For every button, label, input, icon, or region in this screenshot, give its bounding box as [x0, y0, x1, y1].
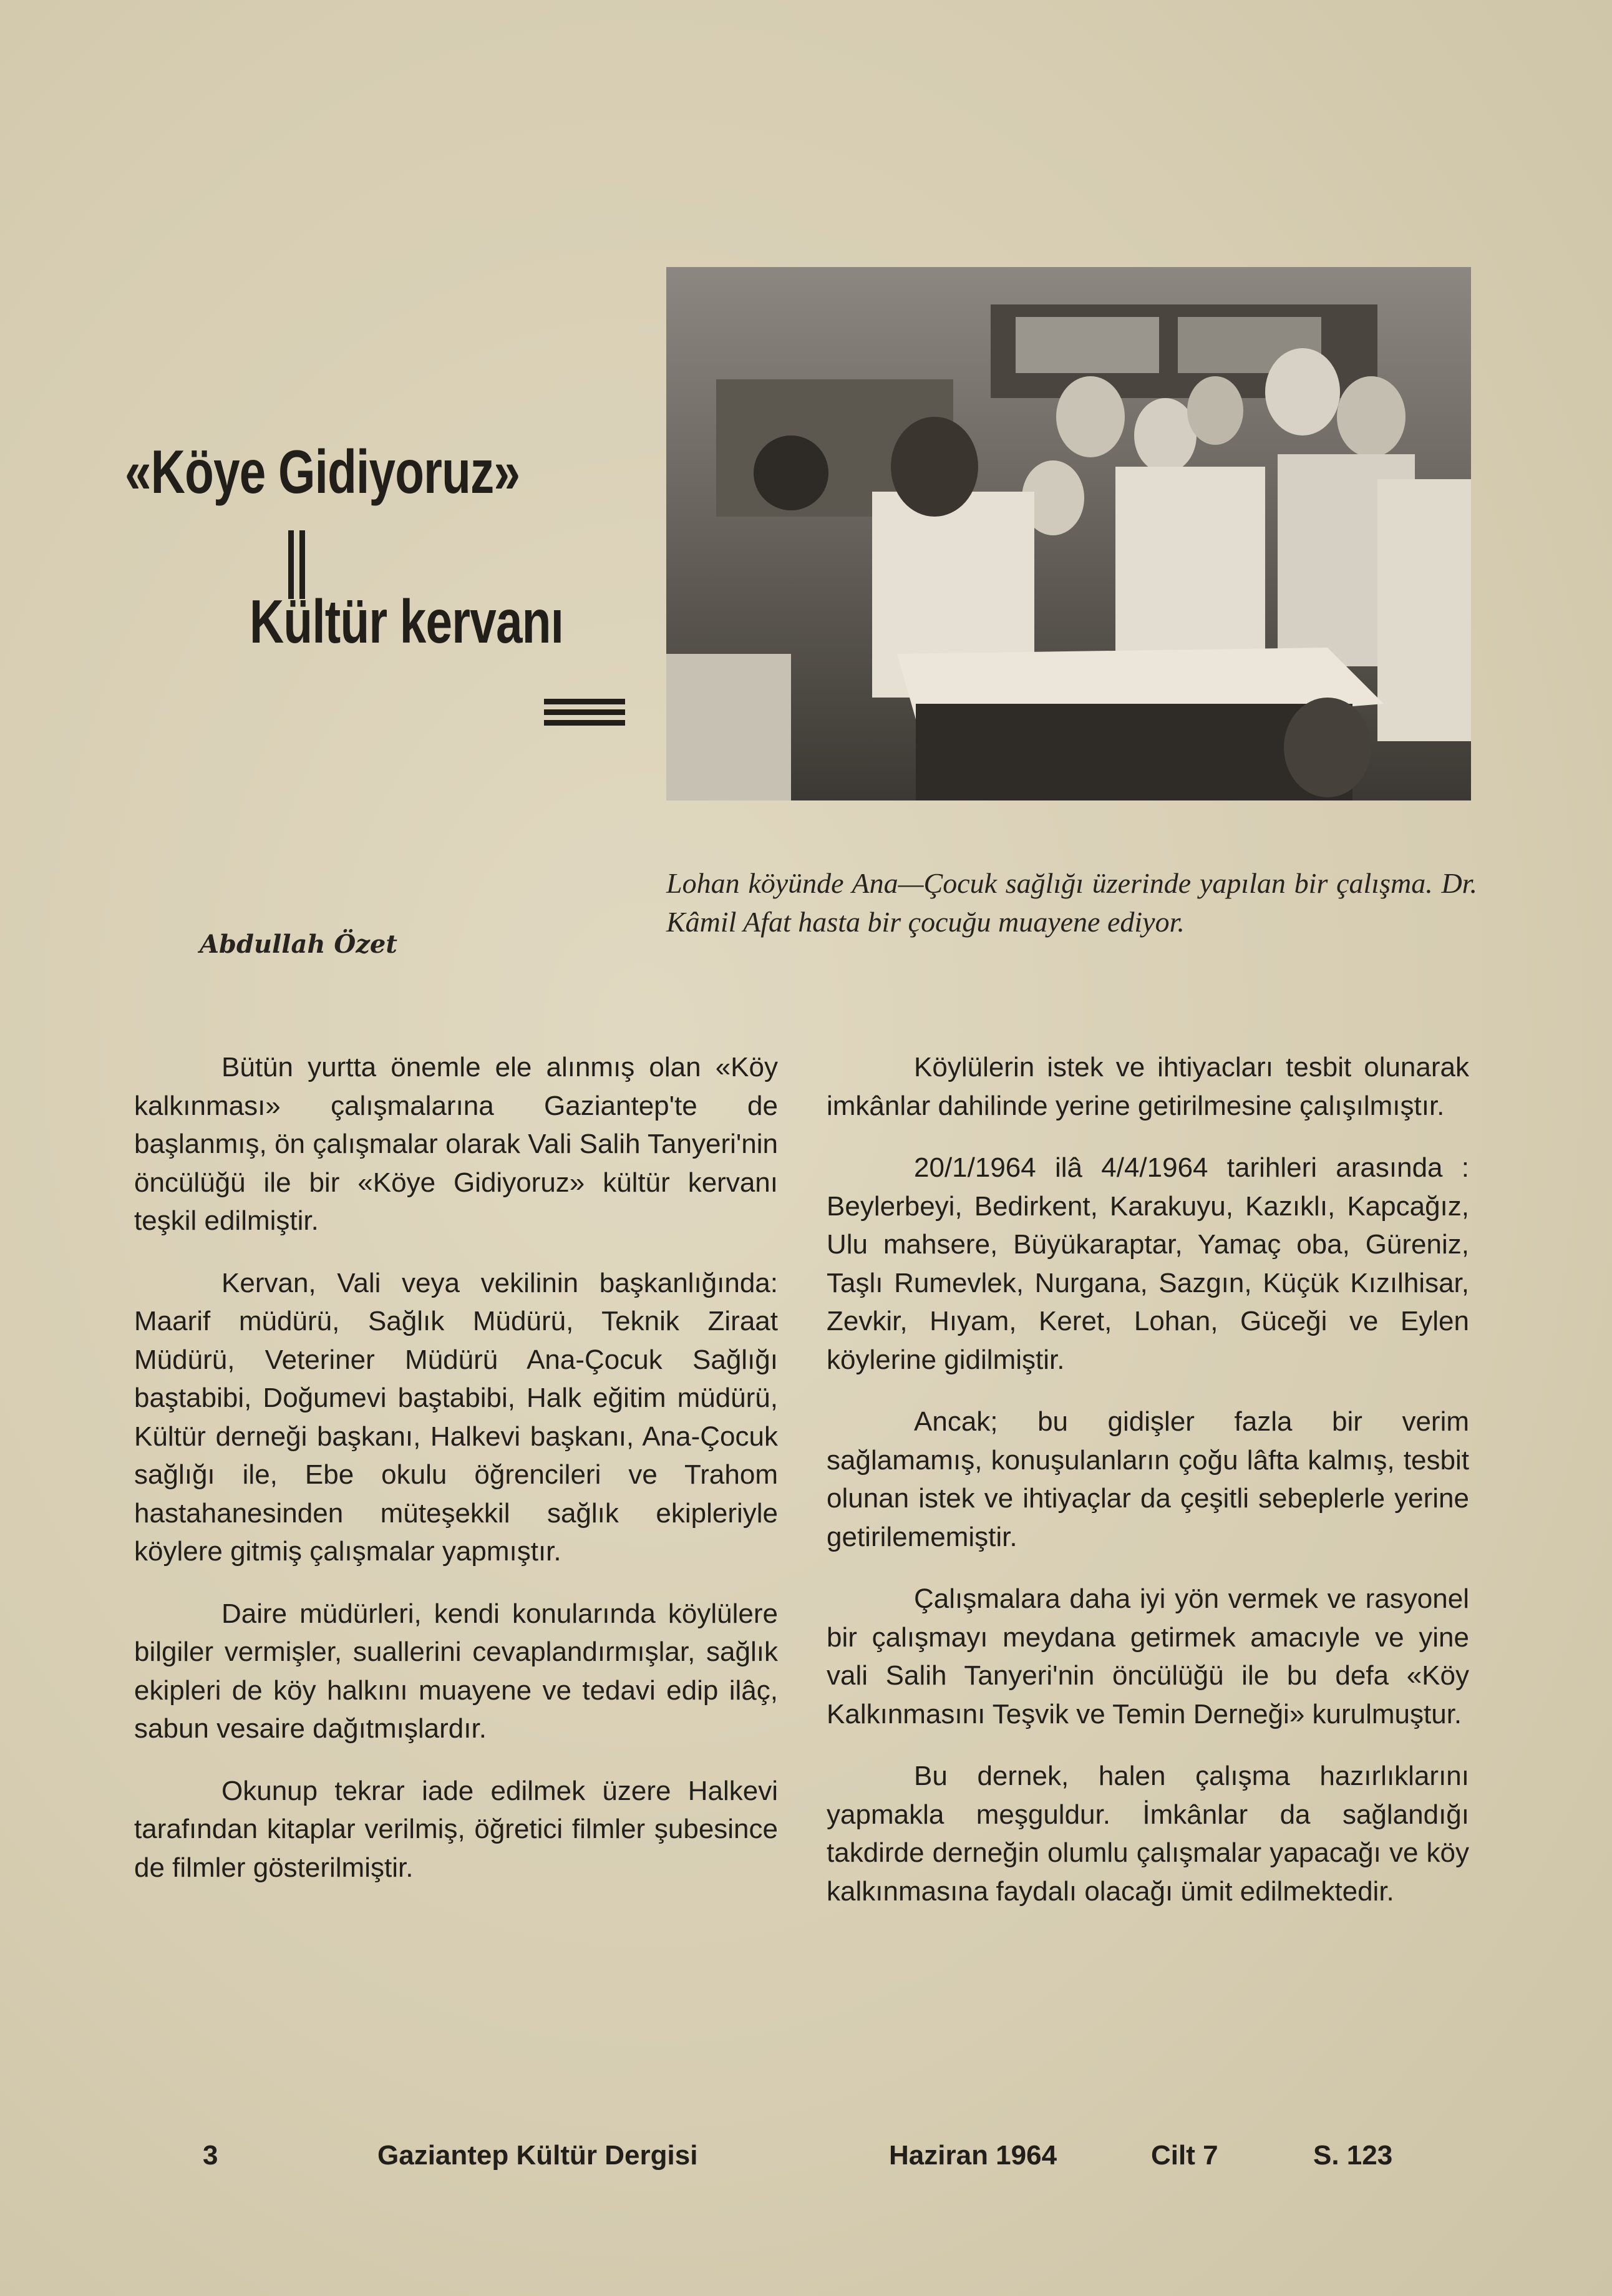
paragraph: 20/1/1964 ilâ 4/4/1964 tarihleri arasında : Beylerbeyi, Bedirkent, Karakuyu, Kazıklı, Kapcağız, Ulu mahsere, Büyükaraptar, Yamaç oba, Güreniz, Taşlı Rumevlek, Nurgana, Sazgın, Küçük Kızılhisar, Zevkir, Hıyam, Keret, Lohan, Güceği ve Eylen köylerine gidilmiştir.: [827, 1152, 1469, 1375]
title-underline: [544, 709, 625, 715]
article-title: [125, 437, 661, 736]
author-signature: Abdullah Özet: [200, 930, 397, 959]
paragraph: Bu dernek, halen çalışma hazırlıklarını yapmakla meşguldur. İmkânlar da sağlandığı takdirde derneğin olumlu çalışmalar yapacağı ve köy kalkınmasına faydalı olacağı ümit edilmektedir.: [827, 1761, 1469, 1907]
paragraph: Okunup tekrar iade edilmek üzere Halkevi tarafından kitaplar verilmiş, öğretici filmler şubesince de filmler gösterilmiştir.: [134, 1775, 778, 1883]
paragraph: Ancak; bu gidişler fazla bir verim sağlamamış, konuşulanların çoğu lâfta kalmış, tesbit olunan istek ve ihtiyaçlar da çeşitli sebeplerle yerine getirilememiştir.: [827, 1406, 1469, 1552]
title-line-2: Kültür kervanı: [250, 587, 564, 656]
page-footer: [0, 2140, 1612, 2177]
paragraph: Bütün yurtta önemle ele alınmış olan «Köy kalkınması» çalışmalarına Gaziantep'te de başlanmış, ön çalışmalar olarak Vali Salih Tanyeri'nin öncülüğü ile bir «Köye Gidiyoruz» kültür kervanı teşkil edilmiştir.: [134, 1052, 778, 1236]
photo-caption: Lohan köyünde Ana—Çocuk sağlığı üzerinde yapılan bir çalışma. Dr. Kâmil Afat hasta bir çocuğu muayene ediyor.: [666, 867, 1477, 938]
title-line-1: «Köye Gidiyoruz»: [125, 437, 520, 506]
volume-number: Cilt 7: [1151, 2140, 1218, 2171]
paragraph: Köylülerin istek ve ihtiyacları tesbit olunarak imkânlar dahilinde yerine getirilmesine çalışılmıştır.: [827, 1052, 1469, 1121]
paragraph: Daire müdürleri, kendi konularında köylülere bilgiler vermişler, suallerini cevaplandırmışlar, sağlık ekipleri de köy halkını muayene ve tedavi edip ilâç, sabun vesaire dağıtmışlardır.: [134, 1598, 778, 1744]
paragraph: Kervan, Vali veya vekilinin başkanlığında: Maarif müdürü, Sağlık Müdürü, Teknik Ziraat Müdürü, Veteriner Müdürü Ana-Çocuk Sağlığı baştabibi, Doğumevi baştabibi, Halk eğitim müdürü, Kültür derneği başkanı, Halkevi başkanı, Ana-Çocuk sağlığı ile, Ebe okulu öğrencileri ve Trahom hastahanesinden müteşekkil sağlık ekipleriyle köylere gitmiş çalışmalar yapmıştır.: [134, 1267, 778, 1567]
right-column: [827, 1048, 1469, 1934]
left-column: [134, 1048, 778, 1910]
photo-illustration: [666, 267, 1471, 800]
article-photo: [666, 267, 1471, 800]
issue-number: S. 123: [1313, 2140, 1393, 2171]
title-underline: [544, 699, 625, 704]
journal-name: Gaziantep Kültür Dergisi: [377, 2140, 698, 2171]
issue-date: Haziran 1964: [889, 2140, 1057, 2171]
title-underline: [544, 720, 625, 726]
page-number: 3: [203, 2140, 218, 2171]
paragraph: Çalışmalara daha iyi yön vermek ve rasyonel bir çalışmayı meydana getirmek amacıyle ve yine vali Salih Tanyeri'nin öncülüğü ile bu defa «Köy Kalkınmasını Teşvik ve Temin Derneği» kurulmuştur.: [827, 1583, 1469, 1729]
